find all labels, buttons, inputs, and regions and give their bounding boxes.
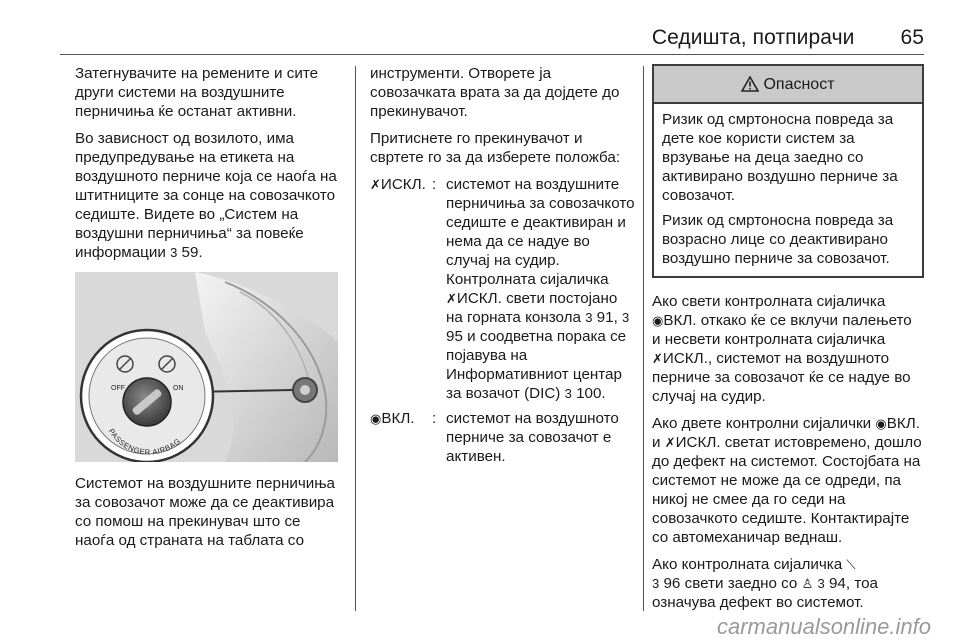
warning-triangle-icon bbox=[741, 76, 759, 92]
column-3 bbox=[652, 64, 924, 620]
off-description: системот на воздушните перничиња за совозачкото седиште е деактивиран и нема да се надуе во случај на судир. Контролната сијаличка ✗ИСКЛ. свети постојано на горната конзола 3 91, 3 95 и соодветна порака се појавува на Информативниот центар за возачот (DIC) 3 100. bbox=[446, 176, 635, 402]
def-colon: : bbox=[432, 176, 437, 193]
off-position-label: OFF bbox=[111, 385, 125, 392]
page-number: 65 bbox=[900, 26, 924, 49]
paragraph-label-warning: Во зависност од возилото, има предупредување на етикета на воздушното перниче која се наоѓа на штитниците за сонце на совозачкото седиште. Видете во „Систем на воздушни перничиња“ за повеќе информации 3 59. bbox=[75, 130, 337, 261]
paragraph-open-door: инструменти. Отворете ја совозачката врата за да дојдете до прекинувачот. bbox=[370, 65, 620, 120]
page-ref-arrow-icon: 3 bbox=[652, 576, 660, 591]
danger-box bbox=[652, 64, 924, 278]
passenger-airbag-ring-label: PASSENGER AIRBAG bbox=[106, 426, 183, 457]
page-ref-arrow-icon: 3 bbox=[817, 576, 825, 591]
figure-caption: Системот на воздушните перничиња за совозачот може да се деактивира со помош на прекинувач што се наоѓа од страната на таблата со bbox=[75, 475, 335, 549]
airbag-off-icon: ✗ bbox=[652, 351, 663, 366]
column-1 bbox=[75, 64, 341, 558]
section-title: Седишта, потпирачи bbox=[651, 26, 855, 49]
def-colon: : bbox=[432, 410, 437, 427]
danger-title: Опасност bbox=[763, 75, 835, 93]
seatbelt-reminder-icon: ♙ bbox=[801, 576, 814, 591]
page-ref-arrow-icon: 3 bbox=[585, 310, 593, 325]
airbag-off-icon: ✗ bbox=[370, 177, 381, 192]
column-divider-1 bbox=[355, 66, 356, 611]
page-header bbox=[60, 26, 924, 50]
page-ref-arrow-icon: 3 bbox=[170, 245, 178, 260]
danger-text-adult: Ризик од смртоносна повреда за возрасно лице со деактивирано воздушно перниче за совозачот. bbox=[662, 212, 894, 267]
paragraph-press-switch: Притиснете го прекинувачот и свртете го за да изберете положба: bbox=[370, 130, 621, 166]
paragraph-on-lamp: Ако свети контролната сијаличка ◉ВКЛ. откако ќе се вклучи палењето и несвети контролната сијаличка ✗ИСКЛ., системот на воздушното перниче за совозачот ќе се надуе во случај на судир. bbox=[652, 293, 912, 405]
airbag-warning-lamp-icon: ⟍ bbox=[846, 557, 856, 572]
watermark: carmanualsonline.info bbox=[688, 612, 960, 642]
on-term: ВКЛ. bbox=[381, 410, 415, 427]
column-2 bbox=[370, 64, 636, 472]
on-description: системот на воздушното перниче за совозачот е активен. bbox=[446, 410, 619, 465]
airbag-on-icon: ◉ bbox=[652, 313, 664, 328]
airbag-on-icon: ◉ bbox=[875, 416, 887, 431]
page-ref: 59. bbox=[181, 244, 203, 261]
paragraph-pretensioners: Затегнувачите на ремените и сите други системи на воздушните перничиња ќе останат активни. bbox=[75, 65, 319, 120]
danger-text-child: Ризик од смртоносна повреда за дете кое користи систем за врзување на деца заедно со активирано воздушно перниче за совозачот. bbox=[662, 111, 898, 204]
on-position-label: ON bbox=[173, 385, 184, 392]
airbag-on-icon: ◉ bbox=[370, 411, 382, 426]
paragraph-both-lamps: Ако двете контролни сијалички ◉ВКЛ. и ✗ИСКЛ. светат истовремено, дошло до дефект на системот. Состојбата на системот не може да се одреди, па никој не смее да го седи на совозачкото седиште. Контактирајте со автомеханичар веднаш. bbox=[652, 415, 922, 546]
off-term: ИСКЛ. bbox=[380, 176, 426, 193]
definition-on bbox=[370, 409, 636, 466]
danger-header bbox=[654, 66, 922, 104]
column-divider-2 bbox=[643, 66, 644, 611]
airbag-off-icon: ✗ bbox=[446, 291, 457, 306]
airbag-switch-illustration bbox=[75, 272, 338, 462]
airbag-off-icon: ✗ bbox=[664, 435, 676, 450]
page-ref-arrow-icon: 3 bbox=[622, 310, 630, 325]
paragraph-fault-lamp: Ако контролната сијаличка ⟍ 3 96 свети заедно со ♙ 3 94, тоа означува дефект во системот. bbox=[652, 556, 878, 611]
page-ref-arrow-icon: 3 bbox=[564, 386, 572, 401]
header-rule bbox=[60, 54, 924, 55]
definition-off bbox=[370, 175, 636, 403]
